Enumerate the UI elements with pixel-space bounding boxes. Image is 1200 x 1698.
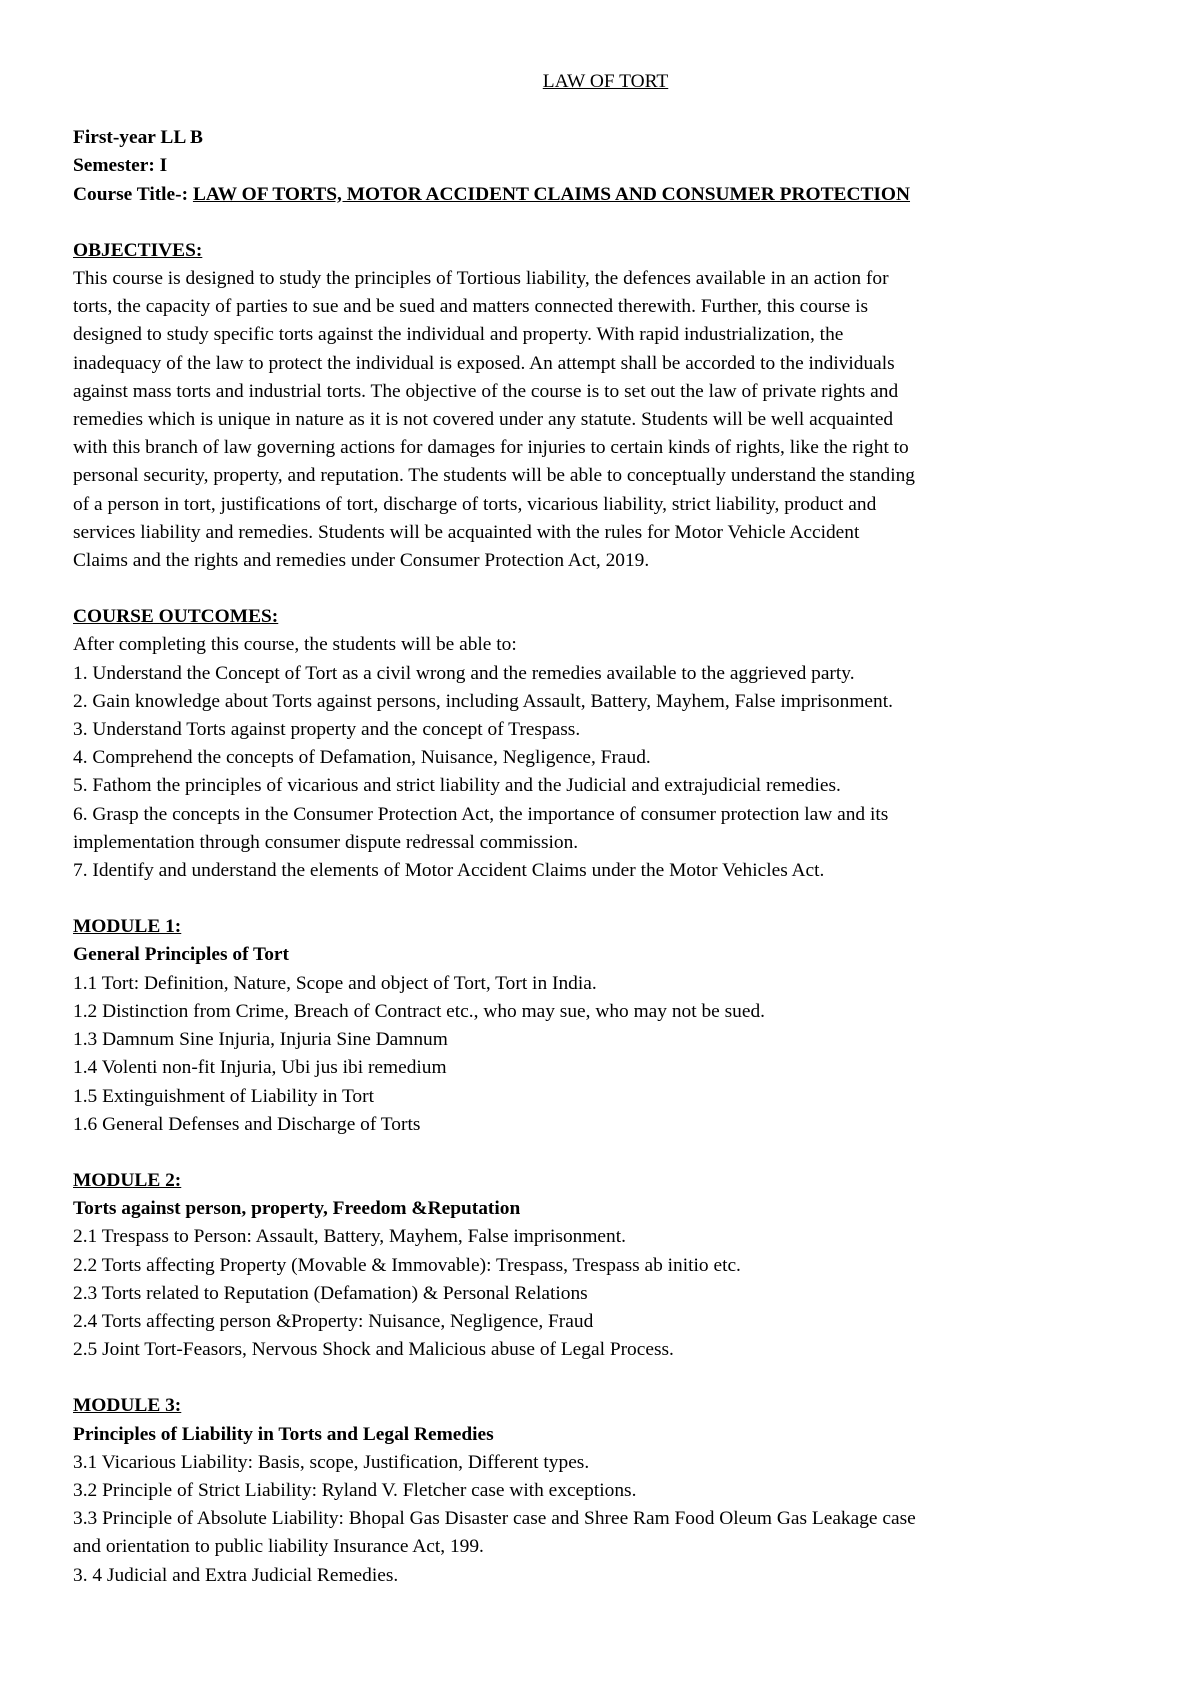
objectives-line: services liability and remedies. Students will be acquainted with the rules for Motor Vehicle Accident [73, 521, 860, 543]
outcome-item: 7. Identify and understand the elements of Motor Accident Claims under the Motor Vehicles Act. [73, 860, 825, 882]
module-topic: 2.5 Joint Tort-Feasors, Nervous Shock and Malicious abuse of Legal Process. [73, 1339, 674, 1361]
outcome-item: 6. Grasp the concepts in the Consumer Protection Act, the importance of consumer protection law and its [73, 803, 889, 825]
module-heading: MODULE 2: [73, 1169, 182, 1191]
objectives-line: with this branch of law governing actions for damages for injuries to certain kinds of rights, like the right to [73, 437, 909, 459]
semester-label: Semester: I [73, 155, 168, 177]
document-page [73, 68, 1138, 1590]
objectives-line: against mass torts and industrial torts. The objective of the course is to set out the law of private rights and [73, 380, 899, 402]
objectives-heading: OBJECTIVES: [73, 239, 203, 261]
module-topic: 1.2 Distinction from Crime, Breach of Contract etc., who may sue, who may not be sued. [73, 1000, 765, 1022]
outcome-item: 2. Gain knowledge about Torts against persons, including Assault, Battery, Mayhem, False imprisonment. [73, 690, 893, 712]
objectives-line: remedies which is unique in nature as it is not covered under any statute. Students will be well acquainted [73, 409, 894, 431]
module-topic: 1.4 Volenti non-fit Injuria, Ubi jus ibi remedium [73, 1057, 447, 1079]
objectives-line: personal security, property, and reputation. The students will be able to conceptually understand the standing [73, 465, 916, 487]
course-title-line [73, 181, 1138, 209]
program-label: First-year LL B [73, 127, 203, 149]
module-heading: MODULE 1: [73, 916, 182, 938]
module-topic: 3.1 Vicarious Liability: Basis, scope, Justification, Different types. [73, 1451, 590, 1473]
objectives-line: torts, the capacity of parties to sue and be sued and matters connected therewith. Further, this course is [73, 296, 869, 318]
outcome-item: 4. Comprehend the concepts of Defamation, Nuisance, Negligence, Fraud. [73, 747, 651, 769]
module-topic: 1.5 Extinguishment of Liability in Tort [73, 1085, 374, 1107]
objectives-line: designed to study specific torts against the individual and property. With rapid industrialization, the [73, 324, 844, 346]
objectives-line: of a person in tort, justifications of tort, discharge of torts, vicarious liability, strict liability, product and [73, 493, 877, 515]
objectives-line: inadequacy of the law to protect the individual is exposed. An attempt shall be accorded to the individuals [73, 352, 895, 374]
course-meta [73, 124, 1138, 209]
document-title: LAW OF TORT [542, 71, 669, 92]
outcomes-heading: COURSE OUTCOMES: [73, 606, 279, 628]
module-2-section [73, 1167, 1138, 1364]
course-title-label: Course Title-: [73, 183, 189, 205]
module-topic: 1.6 General Defenses and Discharge of Torts [73, 1113, 421, 1135]
objectives-line: This course is designed to study the principles of Tortious liability, the defences available in an action for [73, 268, 889, 290]
module-topic: 3. 4 Judicial and Extra Judicial Remedies. [73, 1564, 399, 1586]
module-topic: 1.3 Damnum Sine Injuria, Injuria Sine Damnum [73, 1029, 448, 1051]
outcomes-intro: After completing this course, the students will be able to: [73, 634, 517, 656]
outcomes-section [73, 603, 1138, 885]
module-title: General Principles of Tort [73, 944, 289, 966]
objectives-section [73, 237, 1138, 575]
module-topic: 2.4 Torts affecting person &Property: Nuisance, Negligence, Fraud [73, 1310, 594, 1332]
outcome-item: 3. Understand Torts against property and the concept of Trespass. [73, 719, 581, 741]
objectives-paragraph [73, 265, 1138, 575]
module-topic: 2.3 Torts related to Reputation (Defamation) & Personal Relations [73, 1282, 588, 1304]
outcome-item: 5. Fathom the principles of vicarious and strict liability and the Judicial and extrajudicial remedies. [73, 775, 841, 797]
module-topic: 3.2 Principle of Strict Liability: Ryland V. Fletcher case with exceptions. [73, 1479, 637, 1501]
module-topic: 1.1 Tort: Definition, Nature, Scope and object of Tort, Tort in India. [73, 972, 597, 994]
module-topic: 2.2 Torts affecting Property (Movable & Immovable): Trespass, Trespass ab initio etc. [73, 1254, 741, 1276]
module-1-section [73, 913, 1138, 1139]
outcome-item: 1. Understand the Concept of Tort as a civil wrong and the remedies available to the aggrieved party. [73, 662, 855, 684]
module-topic: 2.1 Trespass to Person: Assault, Battery, Mayhem, False imprisonment. [73, 1226, 626, 1248]
module-topic: 3.3 Principle of Absolute Liability: Bhopal Gas Disaster case and Shree Ram Food Oleum Gas Leakage case [73, 1508, 916, 1530]
module-topic: and orientation to public liability Insurance Act, 199. [73, 1536, 484, 1558]
module-title: Principles of Liability in Torts and Legal Remedies [73, 1423, 494, 1445]
module-heading: MODULE 3: [73, 1395, 182, 1417]
module-3-section [73, 1392, 1138, 1589]
module-title: Torts against person, property, Freedom &Reputation [73, 1198, 521, 1220]
course-title-value: LAW OF TORTS, MOTOR ACCIDENT CLAIMS AND CONSUMER PROTECTION [192, 183, 911, 205]
outcome-item: implementation through consumer dispute redressal commission. [73, 831, 579, 853]
objectives-line: Claims and the rights and remedies under Consumer Protection Act, 2019. [73, 550, 650, 572]
